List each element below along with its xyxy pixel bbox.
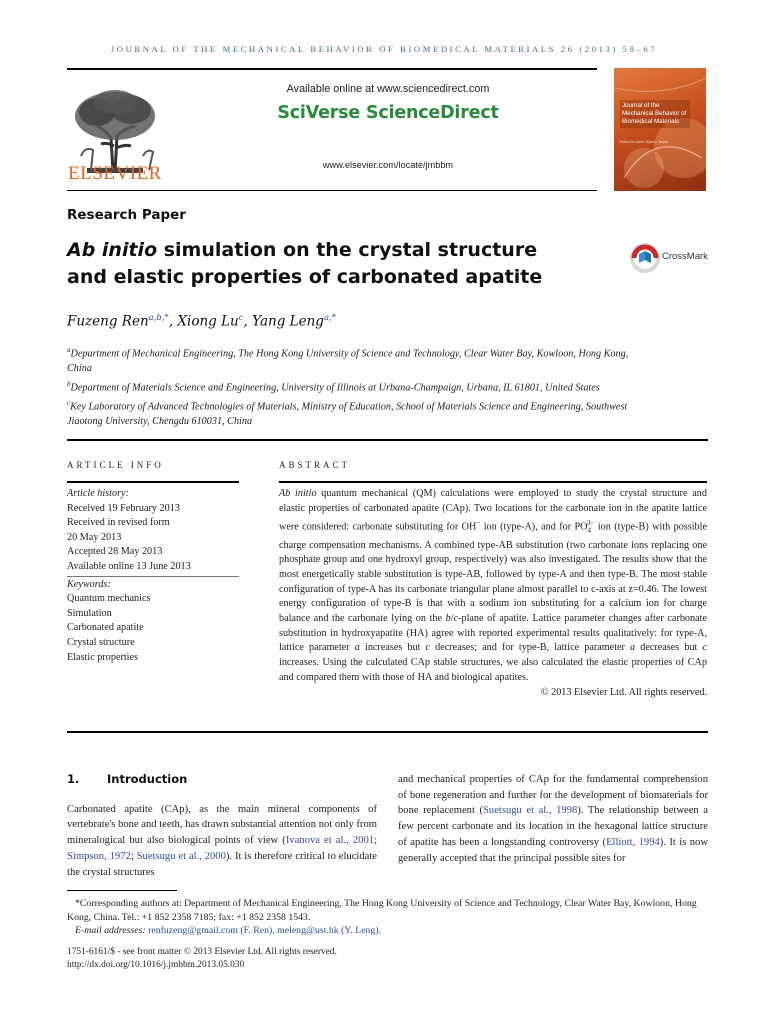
crossmark-icon[interactable] <box>629 242 661 274</box>
title-italic: Ab initio <box>67 239 158 261</box>
cover-title: Journal of the Mechanical Behavior of Biomedical Materials <box>620 100 690 128</box>
title-line1: simulation on the crystal structure <box>157 239 538 261</box>
body-column-right: and mechanical properties of CAp for the fundamental comprehension of bone regeneration and further for the development of biomaterials for bone replacement (Suetsugu et al., 1998). The relationship between a few percent carbonate and its location in the hexagonal lattice structure of apatite has been a longstanding controversy (Elliott, 1994). It is now generally accepted that the principal possible sites for <box>398 774 708 864</box>
author-name[interactable]: Fuzeng Ren <box>67 313 149 330</box>
keyword: Quantum mechanics <box>67 593 151 605</box>
history-label: Article history: <box>67 488 129 499</box>
citation-link[interactable]: Suetsugu et al., 2000 <box>136 850 226 862</box>
author-sup[interactable]: a,b,* <box>148 313 169 323</box>
author-name[interactable]: Xiong Lu <box>177 313 239 330</box>
intro-paragraph: Carbonated apatite (CAp), as the main mineral components of vertebrate's bone and teeth, has drawn substantial attention not only from mineralogical but also biological points of view (Ivanova et al., 2001; Simpson, 1972; Suetsugu et al., 2000). It is therefore critical to elucidate the crystal structures <box>67 803 378 878</box>
abstract-rule <box>279 481 707 483</box>
history-item: Received in revised form <box>67 517 170 529</box>
citation-link[interactable]: Ivanova et al., 2001 <box>285 835 375 847</box>
keywords-label: Keywords: <box>67 578 111 590</box>
affiliation-text: Key Laboratory of Advanced Technologies of Materials, Ministry of Education, School of Materials Science and Engineering, Southwest Jiaotong University, Chengdu 610031, China <box>67 400 628 427</box>
abstract-copyright: © 2013 Elsevier Ltd. All rights reserved. <box>540 686 707 698</box>
keyword: Carbonated apatite <box>67 622 144 634</box>
email-label: E-mail addresses: <box>75 925 146 937</box>
affiliation-sup: c <box>67 398 71 407</box>
affiliation <box>67 343 647 377</box>
article-info-rule <box>67 481 239 483</box>
sciverse-sciencedirect-logo: SciVerse ScienceDirect <box>277 103 499 123</box>
citation-link[interactable]: Elliott, 1994 <box>606 836 660 848</box>
corresponding-author-note: *Corresponding authors at: Department of Mechanical Engineering, The Hong Kong University of Science and Technology, Clear Water Bay, Kowloon, Hong Kong, China. Tel.: +1 852 2358 7185; fax: +1 852 2358 1543. <box>67 898 697 923</box>
affiliation <box>67 377 647 396</box>
journal-running-header: JOURNAL OF THE MECHANICAL BEHAVIOR OF BIOMEDICAL MATERIALS 26 (2013) 59–67 <box>110 44 658 54</box>
affiliation-sup: b <box>67 379 71 388</box>
intro-heading <box>67 772 377 788</box>
doi-link[interactable]: http://dx.doi.org/10.1016/j.jmbbm.2013.05.030 <box>67 959 245 970</box>
abstract-heading: ABSTRACT <box>279 460 351 470</box>
section-title: Introduction <box>107 772 188 786</box>
affiliation-text: Department of Mechanical Engineering, The Hong Kong University of Science and Technology, Clear Water Bay, Kowloon, Hong Kong, China <box>67 348 629 374</box>
abstract-body: Ab initio quantum mechanical (QM) calculations were employed to study the crystal structure and elastic properties of carbonated apatite (CAp). Two locations for the carbonate ion in the apatite lattice were considered: carbonate substituting for OH− ion (type-A), and for $PO_4^{3-}$ ion (type-B) with possible charge compensation mechanisms. A combined type-AB substitution (two carbonate ions replacing one phosphate group and one hydroxyl group, respectively) was also investigated. The results show that the most energetically stable substitution is type-AB, followed by type-A and then type-B. The most stable configuration of type-A has its carbonate triangular plane almost parallel to c-axis at z=0.46. The lowest energy configuration of type-B is that with a sodium ion substituting for a calcium ion for charge balance and the carbonate lying on the b/c-plane of apatite. Lattice parameter changes after carbonate substitution in hydroxyapatite (HA) agree with reported experimental results qualitatively: for type-A, lattice parameter a increases but c decreases; and for type-B, lattice parameter a decreases but c increases. Using the calculated CAp stable structures, we also calculated the elastic properties of CAp and compared them with those of HA and biological apatites. © 2013 Elsevier Ltd. All rights reserved. <box>279 487 707 700</box>
front-matter-line: 1751-6161/$ - see front matter © 2013 Elsevier Ltd. All rights reserved. <box>67 947 337 957</box>
journal-homepage-link[interactable]: www.elsevier.com/locate/jmbbm <box>322 160 454 170</box>
author-sup[interactable]: a,* <box>323 313 336 323</box>
article-title <box>67 237 587 291</box>
email-addresses[interactable]: renfuzeng@gmail.com (F. Ren), meleng@ust.hk (Y. Leng). <box>148 925 381 937</box>
article-type: Research Paper <box>67 207 186 223</box>
article-info-heading: ARTICLE INFO <box>67 460 164 470</box>
citation-link[interactable]: Suetsugu et al., 1998 <box>483 805 578 817</box>
affiliations <box>67 343 647 429</box>
affiliation-text: Department of Materials Science and Engineering, University of Illinois at Urbana-Champaign, Urbana, IL 61801, United States <box>70 381 600 393</box>
article-info <box>67 487 239 665</box>
keyword: Crystal structure <box>67 636 135 648</box>
body-column-left <box>67 772 377 880</box>
keyword: Elastic properties <box>67 651 139 663</box>
history-item: Available online 13 June 2013 <box>67 560 191 572</box>
keyword: Simulation <box>67 607 112 619</box>
history-item: Accepted 28 May 2013 <box>67 546 163 558</box>
affiliation-rule <box>67 439 708 441</box>
affiliation <box>67 396 647 430</box>
abstract-bottom-rule <box>67 731 708 733</box>
author-sup[interactable]: c <box>238 313 244 323</box>
footnote-rule <box>67 890 177 891</box>
elsevier-logo-text: ELSEVIER <box>68 163 162 184</box>
author-list: Fuzeng Ren$^{a,b,*}$, Xiong Lu$^c$, Yang Leng$^{a,*}$ <box>67 313 336 330</box>
header-bottom-rule <box>67 190 597 191</box>
header-rule <box>67 68 597 70</box>
journal-cover-image <box>614 68 706 191</box>
citation-link[interactable]: Simpson, 1972 <box>67 850 131 862</box>
available-online-text: Available online at www.sciencedirect.com <box>286 83 490 95</box>
title-line2: and elastic properties of carbonated apatite <box>67 266 543 288</box>
author-name[interactable]: Yang Leng <box>252 313 324 330</box>
crossmark-label[interactable]: CrossMark <box>662 251 708 262</box>
page-footer <box>67 946 337 972</box>
keywords-divider <box>67 576 239 577</box>
affiliation-sup: a <box>67 346 71 354</box>
history-item: Received 19 February 2013 <box>67 502 180 514</box>
footnote <box>67 897 709 938</box>
cover-subtitle: Editor-in-chief: Dyanis Taylor <box>620 140 669 144</box>
history-item: 20 May 2013 <box>67 531 122 543</box>
section-number: 1. <box>67 772 80 786</box>
email-line <box>67 924 709 938</box>
